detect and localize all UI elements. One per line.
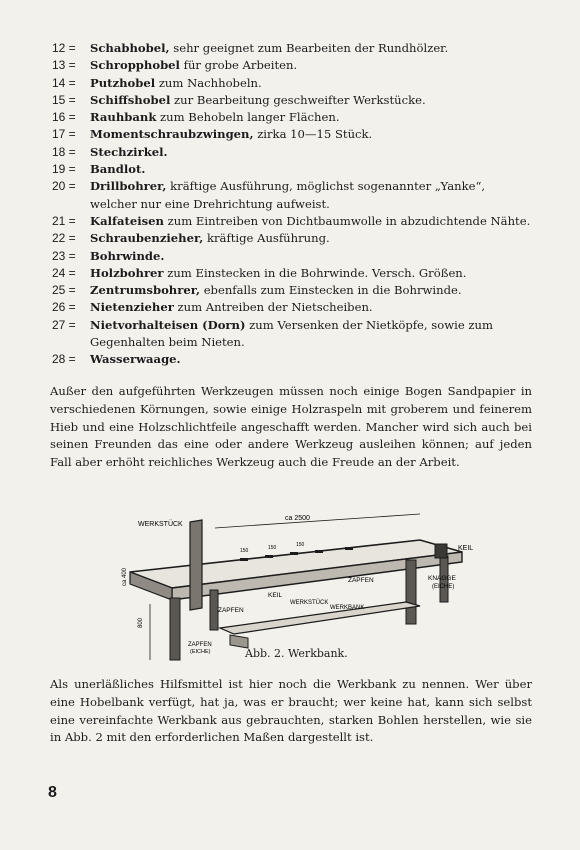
list-item-text [90,144,532,161]
label-dim1: 150 [240,548,249,554]
list-item-number: 13 = [52,58,76,73]
label-werkbank: WERKBANK [330,605,365,611]
list-item-description: zum Nachhobeln. [155,75,262,90]
list-item [52,144,532,161]
list-item-term: Zentrumsbohrer, [90,283,201,298]
list-item-number: 17 = [52,127,76,142]
list-item-text [90,92,532,109]
label-depth: ca 400 [122,567,128,586]
list-item-term: Schiffshobel [90,92,171,107]
list-item-term: Stechzirkel. [90,144,168,159]
list-item-description: zum Eintreiben von Dichtbaumwolle in abzudichtende Nähte. [163,213,531,228]
list-item [52,213,532,230]
paragraph-workbench: Als unerläßliches Hilfsmittel ist hier noch die Werkbank zu nennen. Wer über eine Hobelbank verfügt, hat ja, was er braucht; wer keine hat, kann sich selbst eine vereinfachte Werkbank aus gebrauchten, starken Bohlen herstellen, wie sie in Abb. 2 mit den erforderlichen Maßen dargestellt ist. [50,677,532,745]
list-item-number: 27 = [52,317,76,332]
list-item-term: Putzhobel [90,75,156,90]
list-item-number: 26 = [52,300,76,315]
label-length: ca 2500 [285,515,310,522]
list-item [52,178,532,213]
list-item-term: Rauhbank [90,110,157,125]
list-item [52,92,532,109]
list-item [52,75,532,92]
leg-front-right [406,560,416,624]
list-item-term: Nietenzieher [90,300,174,315]
list-item-text [90,109,532,126]
list-item-number: 28 = [52,352,76,367]
list-item-description: zum Einstecken in die Bohrwinde. Versch. Größen. [163,265,467,280]
label-keil-mid: KEIL [268,592,283,599]
list-item [52,317,532,352]
list-item [52,351,532,368]
list-item-text [90,178,532,213]
label-keil-right: KEIL [458,545,474,552]
figure-caption: Abb. 2. Werkbank. [245,647,348,660]
list-item-text [90,317,532,352]
list-item-term: Nietvorhalteisen (Dorn) [90,317,246,332]
list-item-text [90,126,532,143]
list-item [52,40,532,57]
list-item-text [90,40,532,57]
list-item-text [90,265,532,282]
list-item [52,109,532,126]
list-item-description: zur Bearbeitung geschweifter Werkstücke. [170,92,426,107]
list-item [52,161,532,178]
label-zapfen-left: ZAPFEN [218,607,244,614]
lower-shelf [220,602,420,634]
list-item-number: 24 = [52,265,76,280]
list-item-number: 12 = [52,41,76,55]
list-item-term: Momentschraubzwingen, [90,127,254,142]
list-item [52,299,532,316]
list-item-description: zum Versenken der Nietköpfe, sowie zum Gegenhalten beim Nieten. [90,317,493,350]
label-werkstueck-top: WERKSTÜCK [138,521,183,528]
list-item-text [90,213,532,230]
list-item [52,57,532,74]
list-item-term: Schraubenzieher, [90,231,204,246]
label-zapfen-mid: ZAPFEN [348,577,374,584]
list-item-number: 25 = [52,283,76,298]
list-item-number: 21 = [52,213,76,228]
list-item-text [90,161,532,178]
list-item-description: für grobe Arbeiten. [179,58,298,73]
list-item-number: 20 = [52,179,76,194]
list-item-text [90,75,532,92]
leg-back-left [210,590,218,630]
list-item [52,230,532,247]
list-item [52,265,532,282]
label-dim3: 150 [296,542,305,548]
list-item-description: kräftige Ausführung, möglichst sogenannter „Yanke“, welcher nur eine Drehrichtung aufweist. [90,179,486,211]
list-item-text [90,282,532,299]
label-dim2: 150 [268,545,277,551]
list-item [52,248,532,265]
knagge-block [435,544,447,558]
list-item-text [90,230,532,247]
tool-list [52,40,532,369]
list-item [52,126,532,143]
list-item-term: Schabhobel, [90,41,170,55]
vertical-workpiece [190,520,202,610]
page-number: 8 [48,784,57,801]
list-item-text [90,299,532,316]
list-item-term: Bandlot. [90,162,146,177]
list-item-number: 22 = [52,231,76,246]
label-werkstueck-mid: WERKSTÜCK [290,600,329,606]
list-item-term: Schropphobel [90,58,180,73]
list-item-term: Wasserwaage. [90,352,181,367]
leg-front-left [170,598,180,660]
list-item [52,282,532,299]
label-height: 800 [138,617,144,628]
paragraph-tools-note: Außer den aufgeführten Werkzeugen müssen noch einige Bogen Sandpapier in verschiedenen Körnungen, sowie einige Holzraspeln mit groberem und feinerem Hieb und eine Holzschlichtfeile angeschafft werden. Mancher wird sich auch bei seinen Freunden das eine oder andere Werkzeug ausleihen können; auf jeden Fall aber erhöht reichliches Werkzeug auch die Freude an der Arbeit. [50,384,532,470]
list-item-text [90,351,532,368]
label-knagge: KNAGGE [428,575,456,582]
list-item-description: sehr geeignet zum Bearbeiten der Rundhölzer. [169,41,449,55]
list-item-description: kräftige Ausführung. [203,231,330,246]
list-item-term: Holzbohrer [90,265,164,280]
list-item-description: zum Behobeln langer Flächen. [156,110,340,125]
label-zapfen-bottom: ZAPFEN [188,642,212,648]
list-item-description: zirka 10—15 Stück. [253,127,373,142]
list-item-text [90,248,532,265]
label-zapfen-bottom-sub: (EICHE) [190,649,211,655]
list-item-description: zum Antreiben der Nietscheiben. [173,300,373,315]
label-knagge-sub: (EICHE) [432,584,455,590]
list-item-term: Kalfateisen [90,213,164,228]
list-item-description: ebenfalls zum Einstecken in die Bohrwinde. [200,283,462,298]
workbench-illustration [90,500,490,670]
list-item-number: 23 = [52,248,76,263]
list-item-term: Drillbohrer, [90,179,167,194]
list-item-number: 18 = [52,144,76,159]
list-item-number: 14 = [52,75,76,90]
list-item-number: 19 = [52,162,76,177]
list-item-number: 15 = [52,92,76,107]
list-item-term: Bohrwinde. [90,248,165,263]
list-item-number: 16 = [52,110,76,125]
list-item-text [90,57,532,74]
